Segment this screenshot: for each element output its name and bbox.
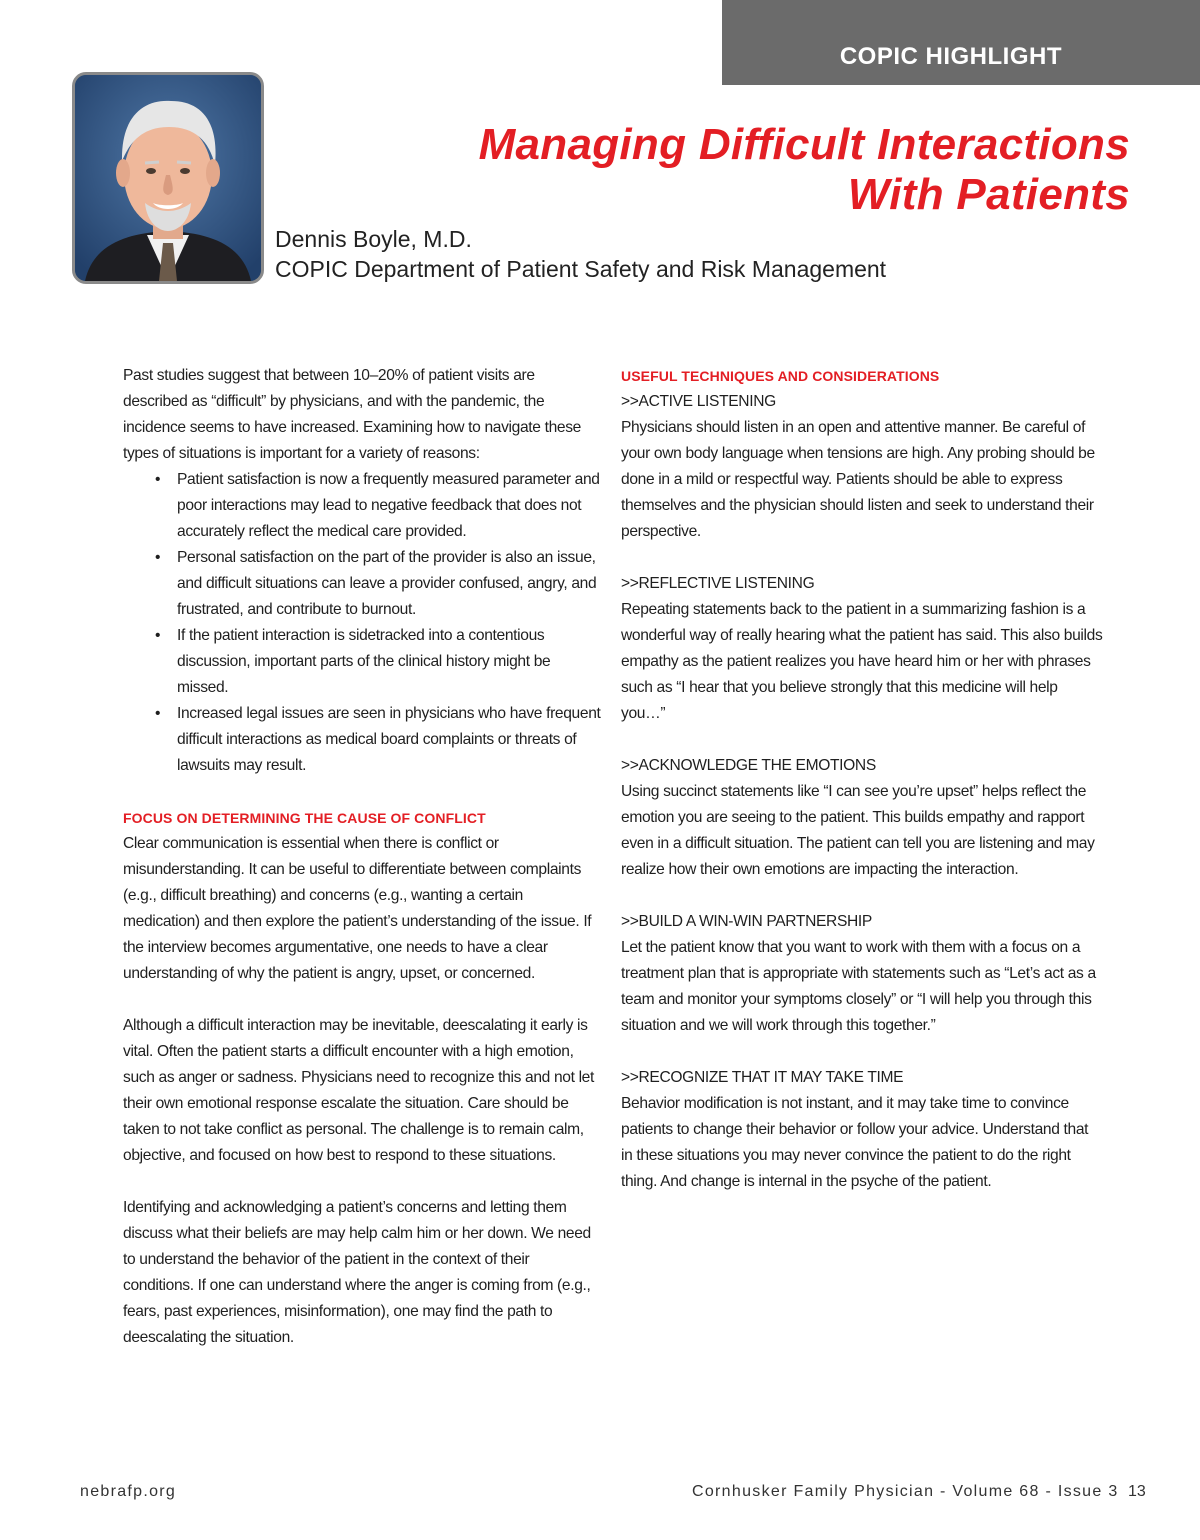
list-item: • Patient satisfaction is now a frequently measured parameter and poor interactions may lead to negative feedback that does not accurately reflect the medical care provided. (177, 467, 603, 545)
subheading-win-win-partnership: >>BUILD A WIN-WIN PARTNERSHIP (621, 913, 872, 930)
intro-paragraph: Past studies suggest that between 10–20% of patient visits are described as “difficult” by physicians, and with the pandemic, the incidence seems to have increased. Examining how to navigate these types of situations is important for a variety of reasons: (123, 367, 581, 462)
body-paragraph: Physicians should listen in an open and attentive manner. Be careful of your own body language when tensions are high. Any probing should be done in a mild or respectful way. Patients should be able to express themselves and the physician should listen and seek to understand their perspective. (621, 419, 1095, 540)
spacer (621, 545, 1103, 571)
body-paragraph: Although a difficult interaction may be inevitable, deescalating it early is vital. Often the patient starts a difficult encounter with a high emotion, such as anger or sadness. Physicians need to recognize this and not let their own emotional response escalate the situation. Care should be taken to not take conflict as personal. The challenge is to remain calm, objective, and focused on how best to respond to these situations. (123, 1017, 594, 1164)
section-banner (722, 0, 1200, 85)
subheading-take-time: >>RECOGNIZE THAT IT MAY TAKE TIME (621, 1069, 904, 1086)
article-title (330, 120, 1130, 220)
body-paragraph: Let the patient know that you want to work with them with a focus on a treatment plan that is appropriate with statements such as “Let’s act as a team and monitor your symptoms closely” or “I will help you through this situation and we will work through this together.” (621, 939, 1096, 1034)
title-line-2: With Patients (847, 170, 1130, 219)
body-paragraph: Behavior modification is not instant, and it may take time to convince patients to change their behavior or follow your advice. Understand that in these situations you may never convince the patient to do the right thing. And change is internal in the psyche of the patient. (621, 1095, 1089, 1190)
spacer (621, 883, 1103, 909)
body-paragraph: Clear communication is essential when there is conflict or misunderstanding. It can be useful to differentiate between complaints (e.g., difficult breathing) and concerns (e.g., wanting a certain medication) and then explore the patient’s understanding of the issue. If the interview becomes argumentative, one needs to have a clear understanding of why the patient is angry, upset, or concerned. (123, 835, 592, 982)
right-column (621, 363, 1103, 1195)
footer-publication: Cornhusker Family Physician - Volume 68 - Issue 3 (692, 1483, 1119, 1500)
footer-website: nebrafp.org (80, 1483, 177, 1500)
author-photo (72, 72, 264, 284)
spacer (621, 1039, 1103, 1065)
spacer (123, 987, 603, 1013)
spacer (123, 1169, 603, 1195)
title-line-1: Managing Difficult Interactions (478, 120, 1130, 169)
body-paragraph: Using succinct statements like “I can see you’re upset” helps reflect the emotion you are seeing to the patient. This builds empathy and rapport even in a difficult situation. The patient can tell you are listening and may realize how their own emotions are impacting the interaction. (621, 783, 1095, 878)
body-paragraph: Identifying and acknowledging a patient’s concerns and letting them discuss what their beliefs are may help calm him or her down. We need to understand the behavior of the patient in the context of their conditions. If one can understand where the anger is coming from (e.g., fears, past experiences, misinformation), one may find the path to deescalating the situation. (123, 1199, 591, 1346)
reasons-list (123, 467, 603, 779)
list-item: • If the patient interaction is sidetracked into a contentious discussion, important parts of the clinical history might be missed. (177, 623, 603, 701)
section-heading-techniques: USEFUL TECHNIQUES AND CONSIDERATIONS (621, 368, 940, 384)
section-heading-conflict: FOCUS ON DETERMINING THE CAUSE OF CONFLICT (123, 810, 486, 826)
spacer (123, 779, 603, 805)
page-number: 13 (1128, 1483, 1146, 1500)
subheading-reflective-listening: >>REFLECTIVE LISTENING (621, 575, 815, 592)
banner-label: COPIC HIGHLIGHT (839, 43, 1062, 70)
author-affiliation: COPIC Department of Patient Safety and Risk Management (275, 256, 887, 282)
list-item: • Personal satisfaction on the part of the provider is also an issue, and difficult situations can leave a provider confused, angry, and frustrated, and contribute to burnout. (177, 545, 603, 623)
spacer (621, 727, 1103, 753)
left-column (123, 363, 603, 1351)
body-paragraph: Repeating statements back to the patient in a summarizing fashion is a wonderful way of really hearing what the patient has said. This also builds empathy as the patient realizes you have heard him or her with phrases such as “I hear that you believe strongly that this medicine will help you…” (621, 601, 1103, 722)
author-block (275, 224, 886, 284)
author-name: Dennis Boyle, M.D. (275, 226, 472, 252)
subheading-acknowledge-emotions: >>ACKNOWLEDGE THE EMOTIONS (621, 757, 876, 774)
list-item: • Increased legal issues are seen in physicians who have frequent difficult interactions as medical board complaints or threats of lawsuits may result. (177, 701, 603, 779)
subheading-active-listening: >>ACTIVE LISTENING (621, 393, 776, 410)
